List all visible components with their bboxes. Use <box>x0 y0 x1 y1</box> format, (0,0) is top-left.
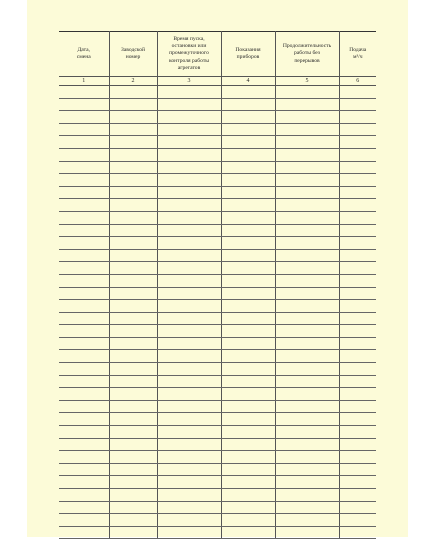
table-cell <box>275 426 339 439</box>
table-cell <box>275 186 339 199</box>
table-cell <box>109 350 157 363</box>
column-number: 2 <box>109 77 157 86</box>
table-cell <box>109 111 157 124</box>
table-cell <box>109 148 157 161</box>
table-cell <box>339 111 376 124</box>
table-row <box>59 438 376 451</box>
table-cell <box>157 400 221 413</box>
table-cell <box>157 148 221 161</box>
table-cell <box>109 388 157 401</box>
table-cell <box>109 86 157 99</box>
table-cell <box>339 237 376 250</box>
table-cell <box>275 514 339 527</box>
table-cell <box>221 211 275 224</box>
table-cell <box>109 287 157 300</box>
table-cell <box>59 249 109 262</box>
table-cell <box>339 262 376 275</box>
table-cell <box>109 337 157 350</box>
table-cell <box>59 337 109 350</box>
table-cell <box>157 98 221 111</box>
column-number: 4 <box>221 77 275 86</box>
table-cell <box>275 249 339 262</box>
column-header-label: Время пуска, остановки или промежуточного контроля работы агрегатов <box>168 35 210 71</box>
table-cell <box>157 300 221 313</box>
table-cell <box>339 489 376 502</box>
table-cell <box>339 400 376 413</box>
table-cell <box>275 237 339 250</box>
table-cell <box>275 136 339 149</box>
table-cell <box>59 350 109 363</box>
table-cell <box>275 501 339 514</box>
table-cell <box>157 426 221 439</box>
table-cell <box>339 476 376 489</box>
table-cell <box>59 199 109 212</box>
table-cell <box>109 451 157 464</box>
table-row <box>59 161 376 174</box>
table-cell <box>339 438 376 451</box>
table-cell <box>275 413 339 426</box>
table-cell <box>109 426 157 439</box>
table-cell <box>109 224 157 237</box>
table-row <box>59 451 376 464</box>
table-cell <box>275 287 339 300</box>
table-cell <box>339 375 376 388</box>
table-cell <box>221 363 275 376</box>
table-cell <box>339 274 376 287</box>
table-cell <box>59 287 109 300</box>
table-cell <box>59 148 109 161</box>
table-cell <box>221 111 275 124</box>
table-row <box>59 262 376 275</box>
table-cell <box>339 199 376 212</box>
table-cell <box>275 174 339 187</box>
table-row <box>59 86 376 99</box>
table-cell <box>109 501 157 514</box>
table-cell <box>275 337 339 350</box>
table-cell <box>109 312 157 325</box>
table-cell <box>339 426 376 439</box>
table-row <box>59 501 376 514</box>
table-cell <box>275 274 339 287</box>
table-cell <box>157 363 221 376</box>
table-cell <box>109 136 157 149</box>
table-cell <box>59 438 109 451</box>
table-cell <box>157 211 221 224</box>
table-cell <box>157 388 221 401</box>
table-cell <box>157 287 221 300</box>
column-number: 1 <box>59 77 109 86</box>
table-cell <box>59 489 109 502</box>
table-cell <box>59 476 109 489</box>
table-cell <box>275 262 339 275</box>
table-row <box>59 463 376 476</box>
table-cell <box>221 312 275 325</box>
table-cell <box>339 211 376 224</box>
table-cell <box>157 111 221 124</box>
table-cell <box>275 86 339 99</box>
table-cell <box>275 325 339 338</box>
table-row <box>59 388 376 401</box>
table-cell <box>157 451 221 464</box>
table-cell <box>109 413 157 426</box>
table-cell <box>109 274 157 287</box>
table-row <box>59 287 376 300</box>
table-cell <box>59 86 109 99</box>
table-row <box>59 123 376 136</box>
table-cell <box>109 174 157 187</box>
column-number: 6 <box>339 77 376 86</box>
column-header-continuous-duration <box>275 32 339 77</box>
table-cell <box>221 451 275 464</box>
table-cell <box>221 249 275 262</box>
table-cell <box>59 514 109 527</box>
table-cell <box>221 489 275 502</box>
table-cell <box>275 400 339 413</box>
table-cell <box>157 514 221 527</box>
table-cell <box>275 123 339 136</box>
table-cell <box>109 161 157 174</box>
table-cell <box>59 426 109 439</box>
table-row <box>59 476 376 489</box>
table-cell <box>221 86 275 99</box>
table-cell <box>339 463 376 476</box>
table-cell <box>109 237 157 250</box>
table-row <box>59 111 376 124</box>
table-cell <box>275 375 339 388</box>
table-cell <box>59 111 109 124</box>
table-cell <box>221 174 275 187</box>
table-cell <box>221 123 275 136</box>
table-cell <box>339 350 376 363</box>
table-cell <box>59 224 109 237</box>
table-cell <box>157 136 221 149</box>
column-header-label: Подача м³/ч <box>349 46 367 60</box>
table-cell <box>157 199 221 212</box>
table-row <box>59 174 376 187</box>
table-cell <box>157 375 221 388</box>
column-header-label: Дата, смена <box>76 46 91 60</box>
column-number-row <box>59 77 376 86</box>
table-cell <box>109 476 157 489</box>
table-cell <box>157 224 221 237</box>
table-row <box>59 363 376 376</box>
table-cell <box>339 174 376 187</box>
table-cell <box>157 325 221 338</box>
table-cell <box>59 161 109 174</box>
table-row <box>59 300 376 313</box>
table-cell <box>221 161 275 174</box>
table-cell <box>109 123 157 136</box>
table-row <box>59 249 376 262</box>
table-cell <box>157 123 221 136</box>
table-cell <box>275 350 339 363</box>
table-cell <box>275 224 339 237</box>
table-cell <box>221 337 275 350</box>
table-cell <box>157 249 221 262</box>
table-row <box>59 337 376 350</box>
table-row <box>59 186 376 199</box>
table-cell <box>275 211 339 224</box>
table-cell <box>59 388 109 401</box>
table-row <box>59 274 376 287</box>
table-cell <box>59 123 109 136</box>
table-cell <box>221 438 275 451</box>
table-row <box>59 426 376 439</box>
table-cell <box>59 98 109 111</box>
table-cell <box>221 148 275 161</box>
table-cell <box>157 312 221 325</box>
column-number: 5 <box>275 77 339 86</box>
table-cell <box>157 501 221 514</box>
table-cell <box>59 325 109 338</box>
table-cell <box>275 476 339 489</box>
table-cell <box>339 148 376 161</box>
column-header-label: Показания приборов <box>235 46 261 60</box>
table-cell <box>339 186 376 199</box>
table-cell <box>59 501 109 514</box>
column-header-label: Заводской номер <box>120 46 146 60</box>
table-cell <box>109 400 157 413</box>
table-cell <box>221 514 275 527</box>
table-cell <box>59 312 109 325</box>
column-number: 3 <box>157 77 221 86</box>
table-cell <box>275 463 339 476</box>
table-cell <box>109 463 157 476</box>
table-cell <box>59 451 109 464</box>
table-row <box>59 489 376 502</box>
table-cell <box>59 274 109 287</box>
table-cell <box>109 363 157 376</box>
table-cell <box>339 300 376 313</box>
table-cell <box>109 489 157 502</box>
table-cell <box>221 375 275 388</box>
column-header-instrument-readings <box>221 32 275 77</box>
table-row <box>59 325 376 338</box>
table-cell <box>221 400 275 413</box>
table-row <box>59 136 376 149</box>
table-cell <box>157 186 221 199</box>
table-cell <box>221 413 275 426</box>
table-cell <box>157 350 221 363</box>
table-cell <box>109 375 157 388</box>
table-cell <box>275 300 339 313</box>
table-row <box>59 98 376 111</box>
table-row <box>59 514 376 527</box>
table-cell <box>59 300 109 313</box>
table-cell <box>275 438 339 451</box>
table-cell <box>109 211 157 224</box>
table-row <box>59 224 376 237</box>
column-header-label: Продолжительность работы без перерывов <box>282 43 332 64</box>
table-row <box>59 350 376 363</box>
table-cell <box>221 98 275 111</box>
column-header-flow-rate <box>339 32 376 77</box>
table-cell <box>157 337 221 350</box>
table-cell <box>275 161 339 174</box>
table-cell <box>339 161 376 174</box>
table-cell <box>339 224 376 237</box>
table-cell <box>221 325 275 338</box>
header-row <box>59 32 376 77</box>
table-cell <box>59 262 109 275</box>
journal-table <box>59 31 376 539</box>
table-cell <box>109 262 157 275</box>
table-cell <box>59 463 109 476</box>
table-cell <box>221 501 275 514</box>
table-cell <box>339 123 376 136</box>
table-cell <box>109 249 157 262</box>
table-cell <box>221 388 275 401</box>
table-cell <box>59 363 109 376</box>
table-cell <box>221 300 275 313</box>
table-cell <box>157 161 221 174</box>
table-cell <box>157 237 221 250</box>
table-cell <box>59 375 109 388</box>
table-row <box>59 312 376 325</box>
table-cell <box>339 501 376 514</box>
table-cell <box>221 199 275 212</box>
table-cell <box>109 438 157 451</box>
table-cell <box>157 438 221 451</box>
table-cell <box>109 325 157 338</box>
table-cell <box>221 262 275 275</box>
table-cell <box>339 287 376 300</box>
table-row <box>59 413 376 426</box>
table-cell <box>339 514 376 527</box>
table-cell <box>275 111 339 124</box>
table-cell <box>157 463 221 476</box>
table-cell <box>59 211 109 224</box>
table-cell <box>339 451 376 464</box>
table-cell <box>275 312 339 325</box>
table-cell <box>157 274 221 287</box>
table-cell <box>59 136 109 149</box>
table-cell <box>109 186 157 199</box>
table-cell <box>275 363 339 376</box>
table-row <box>59 211 376 224</box>
table-row <box>59 199 376 212</box>
table-cell <box>221 350 275 363</box>
table-cell <box>221 476 275 489</box>
table-row <box>59 237 376 250</box>
column-header-date-shift <box>59 32 109 77</box>
table-cell <box>59 413 109 426</box>
table-cell <box>157 174 221 187</box>
table-cell <box>59 186 109 199</box>
table-cell <box>109 98 157 111</box>
table-cell <box>275 199 339 212</box>
table-cell <box>59 237 109 250</box>
table-cell <box>221 287 275 300</box>
table-cell <box>339 337 376 350</box>
table-cell <box>339 312 376 325</box>
table-row <box>59 400 376 413</box>
table-cell <box>339 249 376 262</box>
table-cell <box>157 489 221 502</box>
table-cell <box>275 388 339 401</box>
table-cell <box>221 224 275 237</box>
table-cell <box>221 463 275 476</box>
table-cell <box>221 136 275 149</box>
table-cell <box>221 237 275 250</box>
table-cell <box>109 199 157 212</box>
table-cell <box>221 186 275 199</box>
table-cell <box>157 262 221 275</box>
table-cell <box>339 413 376 426</box>
table-cell <box>275 98 339 111</box>
table-cell <box>59 400 109 413</box>
table-cell <box>275 489 339 502</box>
table-row <box>59 148 376 161</box>
table-cell <box>339 86 376 99</box>
table-cell <box>275 148 339 161</box>
table-cell <box>339 136 376 149</box>
column-header-start-stop-time <box>157 32 221 77</box>
table-cell <box>339 388 376 401</box>
table-cell <box>275 451 339 464</box>
table-cell <box>59 174 109 187</box>
table-row <box>59 375 376 388</box>
table-cell <box>339 325 376 338</box>
table-cell <box>109 514 157 527</box>
table-cell <box>339 363 376 376</box>
table-cell <box>339 98 376 111</box>
table-cell <box>109 300 157 313</box>
table-cell <box>221 426 275 439</box>
table-cell <box>157 86 221 99</box>
column-header-serial-number <box>109 32 157 77</box>
table-cell <box>157 476 221 489</box>
table-cell <box>221 274 275 287</box>
blank-entry-rows <box>59 86 376 539</box>
table-cell <box>157 413 221 426</box>
